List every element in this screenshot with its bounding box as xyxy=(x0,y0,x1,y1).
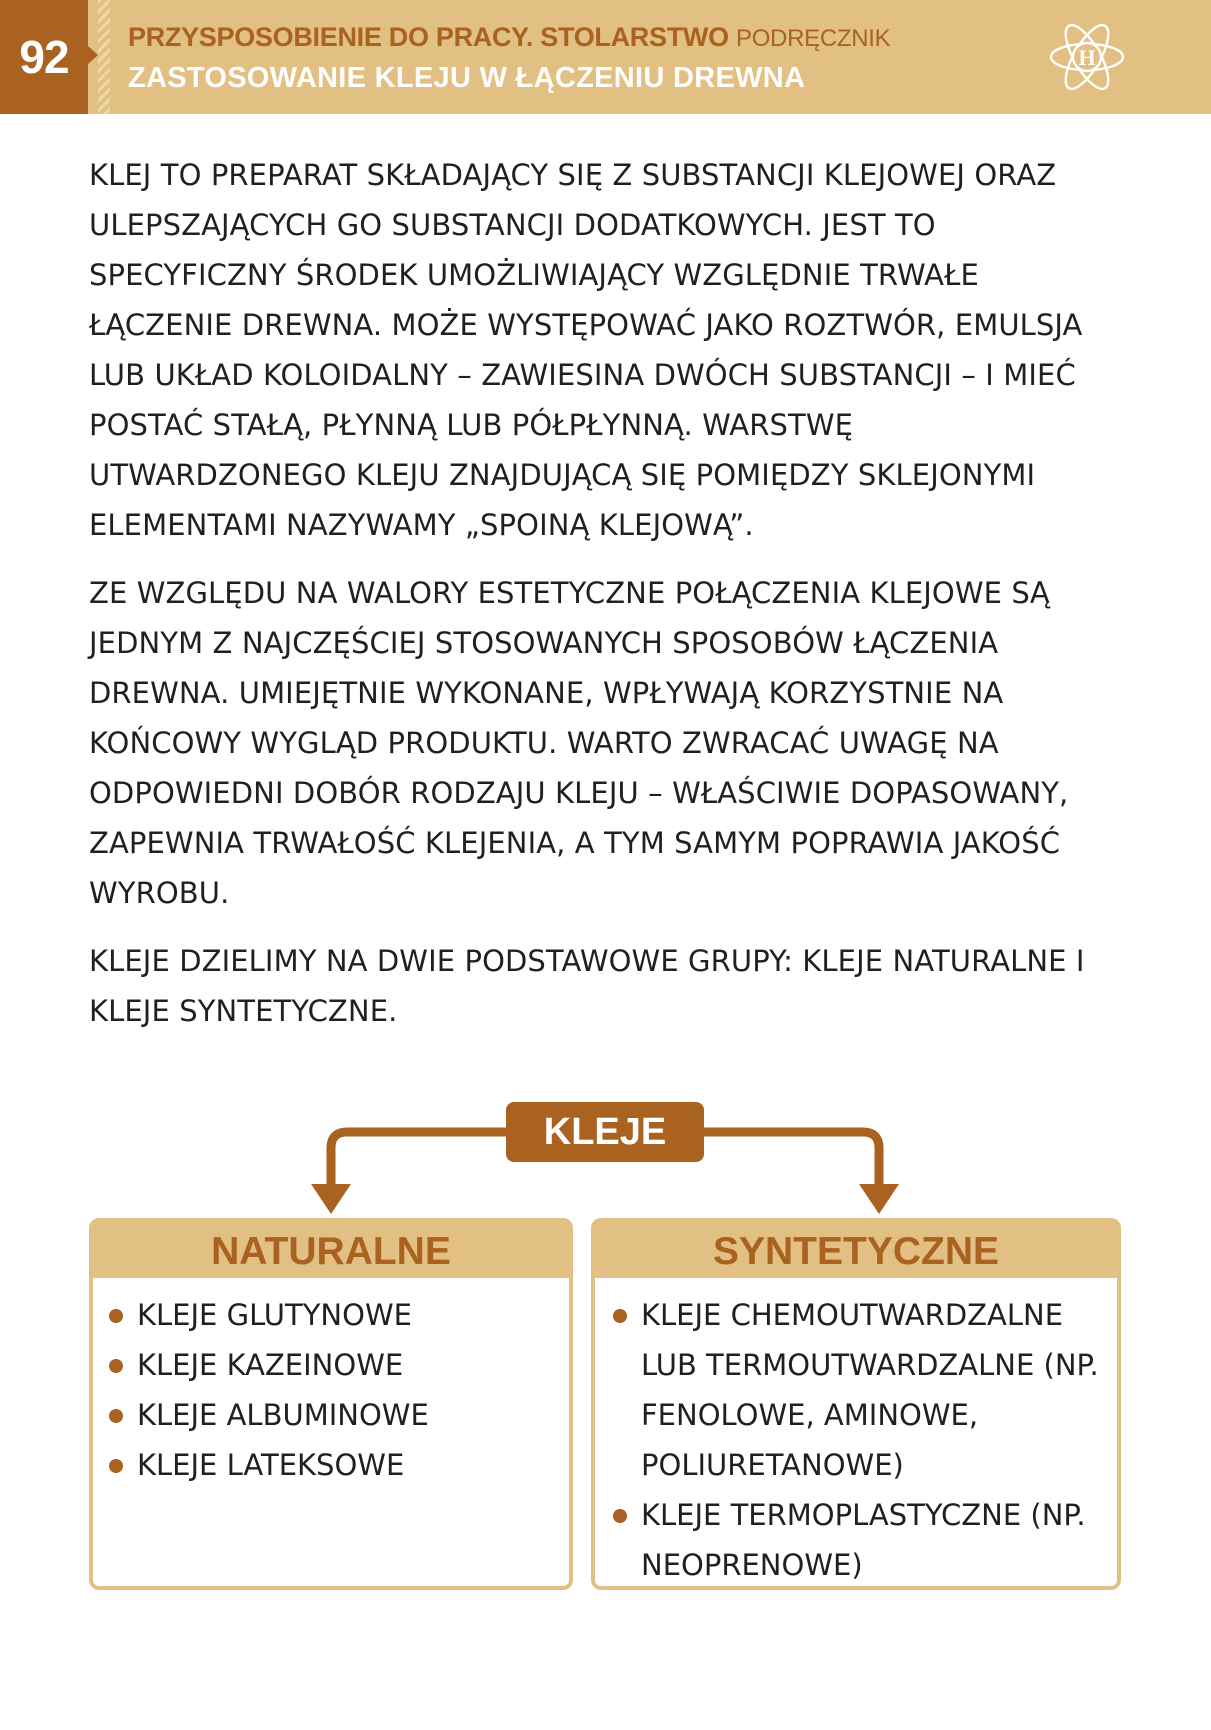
paragraph-aesthetics: ZE WZGLĘDU NA WALORY ESTETYCZNE POŁĄCZENIA KLEJOWE SĄ JEDNYM Z NAJCZĘŚCIEJ STOSOWANYCH SPOSOBÓW ŁĄCZENIA DREWNA. UMIEJĘTNIE WYKONANE, WPŁYWAJĄ KORZYSTNIE NA KOŃCOWY WYGLĄD PRODUKTU. WARTO ZWRACAĆ UWAGĘ NA ODPOWIEDNI DOBÓR RODZAJU KLEJU – WŁAŚCIWIE DOPASOWANY, ZAPEWNIA TRWAŁOŚĆ KLEJENIA, A TYM SAMYM POPRAWIA JAKOŚĆ WYROBU. xyxy=(89,576,1069,910)
list-item xyxy=(93,1390,569,1440)
list-item-text: KLEJE LATEKSOWE xyxy=(137,1448,405,1482)
page-header xyxy=(0,0,1211,114)
series-title-line xyxy=(128,20,1008,56)
paragraph-groups: KLEJE DZIELIMY NA DWIE PODSTAWOWE GRUPY: KLEJE NATURALNE I KLEJE SYNTETYCZNE. xyxy=(89,944,1085,1028)
left-connector-line xyxy=(331,1132,506,1188)
right-connector-line xyxy=(704,1132,879,1188)
category-natural-box xyxy=(89,1218,573,1590)
bullet-icon xyxy=(109,1359,123,1373)
list-item xyxy=(93,1290,569,1340)
paragraph-definition: KLEJ TO PREPARAT SKŁADAJĄCY SIĘ Z SUBSTANCJI KLEJOWEJ ORAZ ULEPSZAJĄCYCH GO SUBSTANCJI DODATKOWYCH. JEST TO SPECYFICZNY ŚRODEK UMOŻLIWIAJĄCY WZGLĘDNIE TRWAŁE ŁĄCZENIE DREWNA. MOŻE WYSTĘPOWAĆ JAKO ROZTWÓR, EMULSJA LUB UKŁAD KOLOIDALNY – ZAWIESINA DWÓCH SUBSTANCJI – I MIEĆ POSTAĆ STAŁĄ, PŁYNNĄ LUB PÓŁPŁYNNĄ. WARSTWĘ UTWARDZONEGO KLEJU ZNAJDUJĄCĄ SIĘ POMIĘDZY SKLEJONYMI ELEMENTAMI NAZYWAMY „SPOINĄ KLEJOWĄ”. xyxy=(89,158,1083,542)
page-number-notch xyxy=(88,46,98,64)
category-synthetic-title: SYNTETYCZNE xyxy=(595,1222,1117,1278)
list-item-text: KLEJE ALBUMINOWE xyxy=(137,1398,429,1432)
series-title: PRZYSPOSOBIENIE DO PRACY. STOLARSTWO xyxy=(128,22,729,52)
list-item-text: KLEJE CHEMOUTWARDZALNE LUB TERMOUTWARDZALNE (NP. FENOLOWE, AMINOWE, POLIURETANOWE) xyxy=(641,1298,1099,1482)
diagram-root-box: KLEJE xyxy=(506,1102,704,1162)
category-natural-title: NATURALNE xyxy=(93,1222,569,1278)
glue-classification-diagram xyxy=(0,1090,1211,1610)
left-arrow-icon xyxy=(311,1184,351,1214)
bullet-icon xyxy=(613,1309,627,1323)
bullet-icon xyxy=(109,1459,123,1473)
list-item xyxy=(595,1290,1117,1490)
category-synthetic-list xyxy=(595,1278,1117,1590)
chapter-title: ZASTOSOWANIE KLEJU W ŁĄCZENIU DREWNA xyxy=(128,62,806,94)
bullet-icon xyxy=(613,1509,627,1523)
list-item xyxy=(595,1490,1117,1590)
list-item xyxy=(93,1440,569,1490)
page-number: 92 xyxy=(0,0,88,114)
list-item xyxy=(93,1340,569,1390)
category-synthetic-box xyxy=(591,1218,1121,1590)
list-item-text: KLEJE KAZEINOWE xyxy=(137,1348,404,1382)
main-content xyxy=(89,150,1119,1054)
header-stripe-decoration xyxy=(98,0,110,114)
bullet-icon xyxy=(109,1309,123,1323)
atom-logo-icon xyxy=(1048,18,1126,96)
list-item-text: KLEJE TERMOPLASTYCZNE (NP. NEOPRENOWE) xyxy=(641,1498,1086,1582)
series-subtitle: PODRĘCZNIK xyxy=(735,25,891,52)
category-natural-list xyxy=(93,1278,569,1490)
bullet-icon xyxy=(109,1409,123,1423)
right-arrow-icon xyxy=(859,1184,899,1214)
list-item-text: KLEJE GLUTYNOWE xyxy=(137,1298,412,1332)
logo-letter: H xyxy=(1078,45,1096,70)
